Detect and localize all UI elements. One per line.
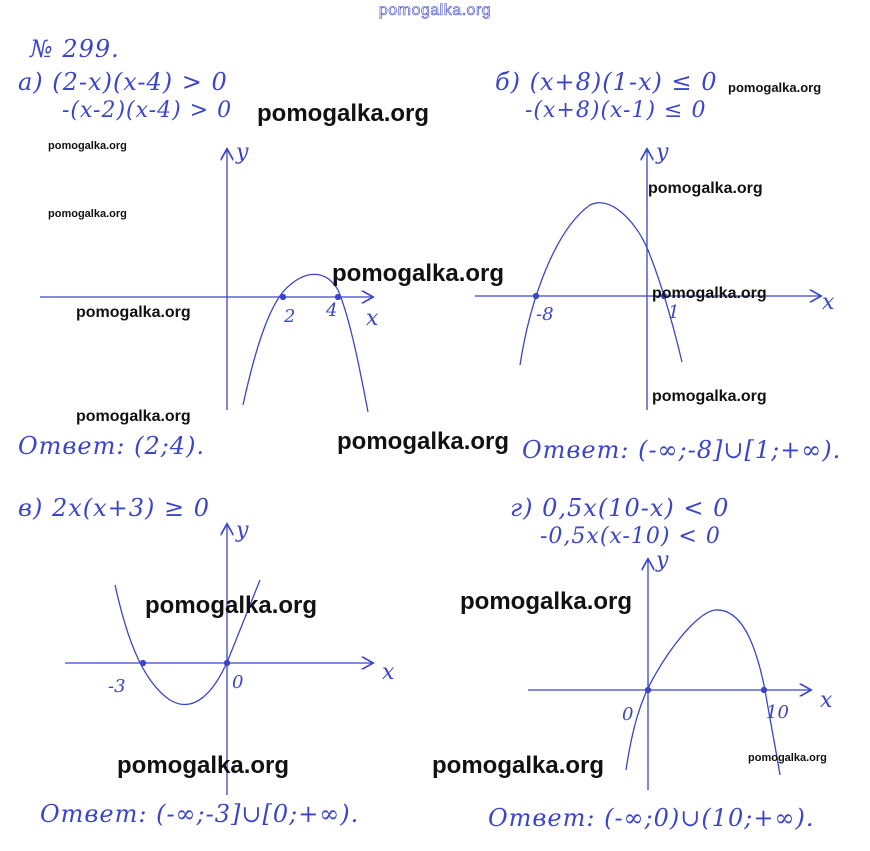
watermark: pomogalka.org xyxy=(652,285,767,302)
part-b-transformed: -(x+8)(x-1) ≤ 0 xyxy=(525,98,707,123)
graph-g-tick-10: 10 xyxy=(766,702,789,723)
part-g-transformed: -0,5x(x-10) < 0 xyxy=(540,524,721,549)
watermark: pomogalka.org xyxy=(460,588,633,615)
graph-v-root-0 xyxy=(225,661,230,666)
watermark: pomogalka.org xyxy=(728,80,822,95)
graph-v-tick-0: 0 xyxy=(232,672,244,693)
graph-b-tick-1: 1 xyxy=(668,302,680,323)
watermark: pomogalka.org xyxy=(48,208,127,220)
part-a-inequality: а) (2-x)(x-4) > 0 xyxy=(18,68,228,96)
graph-g-x-label: x xyxy=(820,688,834,713)
part-b-answer: Ответ: (-∞;-8]∪[1;+∞). xyxy=(522,436,842,464)
watermark: pomogalka.org xyxy=(117,752,290,779)
watermark: pomogalka.org xyxy=(337,428,510,455)
graph-g-y-label: y xyxy=(656,548,670,573)
graph-a-x-label: x xyxy=(366,306,380,331)
problem-number: № 299. xyxy=(30,35,120,63)
graph-b-tick-minus8: -8 xyxy=(536,304,554,325)
graph-b-y-label: y xyxy=(656,140,670,165)
site-watermark-header: pomogalka.org xyxy=(378,2,492,19)
graph-a-tick-4: 4 xyxy=(326,300,338,321)
watermark: pomogalka.org xyxy=(332,260,505,287)
watermark: pomogalka.org xyxy=(76,304,191,321)
watermark: pomogalka.org xyxy=(257,100,430,127)
watermark: pomogalka.org xyxy=(76,408,191,425)
watermark: pomogalka.org xyxy=(648,180,763,197)
part-b-inequality: б) (x+8)(1-x) ≤ 0 xyxy=(495,68,718,96)
part-a-answer: Ответ: (2;4). xyxy=(18,432,206,460)
graph-g-tick-0: 0 xyxy=(622,704,634,725)
watermark: pomogalka.org xyxy=(48,140,127,152)
graph-a-tick-2: 2 xyxy=(284,306,296,327)
part-g-answer: Ответ: (-∞;0)∪(10;+∞). xyxy=(488,804,815,832)
graph-a-root-4 xyxy=(336,295,341,300)
part-v-inequality: в) 2x(x+3) ≥ 0 xyxy=(18,494,211,522)
graph-v-y-label: y xyxy=(236,518,250,543)
graph-v-root-minus3 xyxy=(141,661,146,666)
watermark: pomogalka.org xyxy=(652,388,767,405)
part-v-answer: Ответ: (-∞;-3]∪[0;+∞). xyxy=(40,800,360,828)
graph-a-y-label: y xyxy=(236,140,250,165)
part-g-inequality: г) 0,5x(10-x) < 0 xyxy=(510,494,730,522)
watermark: pomogalka.org xyxy=(145,592,318,619)
graph-a xyxy=(40,150,372,412)
graph-a-root-2 xyxy=(281,295,286,300)
graph-g-root-10 xyxy=(762,688,767,693)
watermark: pomogalka.org xyxy=(748,752,827,764)
graph-b-parabola xyxy=(520,203,682,365)
graph-b-x-label: x xyxy=(822,290,836,315)
watermark: pomogalka.org xyxy=(432,752,605,779)
graph-v-x-label: x xyxy=(382,660,396,685)
graph-v-tick-minus3: -3 xyxy=(108,676,126,697)
graph-a-parabola xyxy=(243,274,368,412)
graph-g-root-0 xyxy=(646,688,651,693)
graph-b-root-minus8 xyxy=(534,294,539,299)
part-a-transformed: -(x-2)(x-4) > 0 xyxy=(62,98,233,123)
